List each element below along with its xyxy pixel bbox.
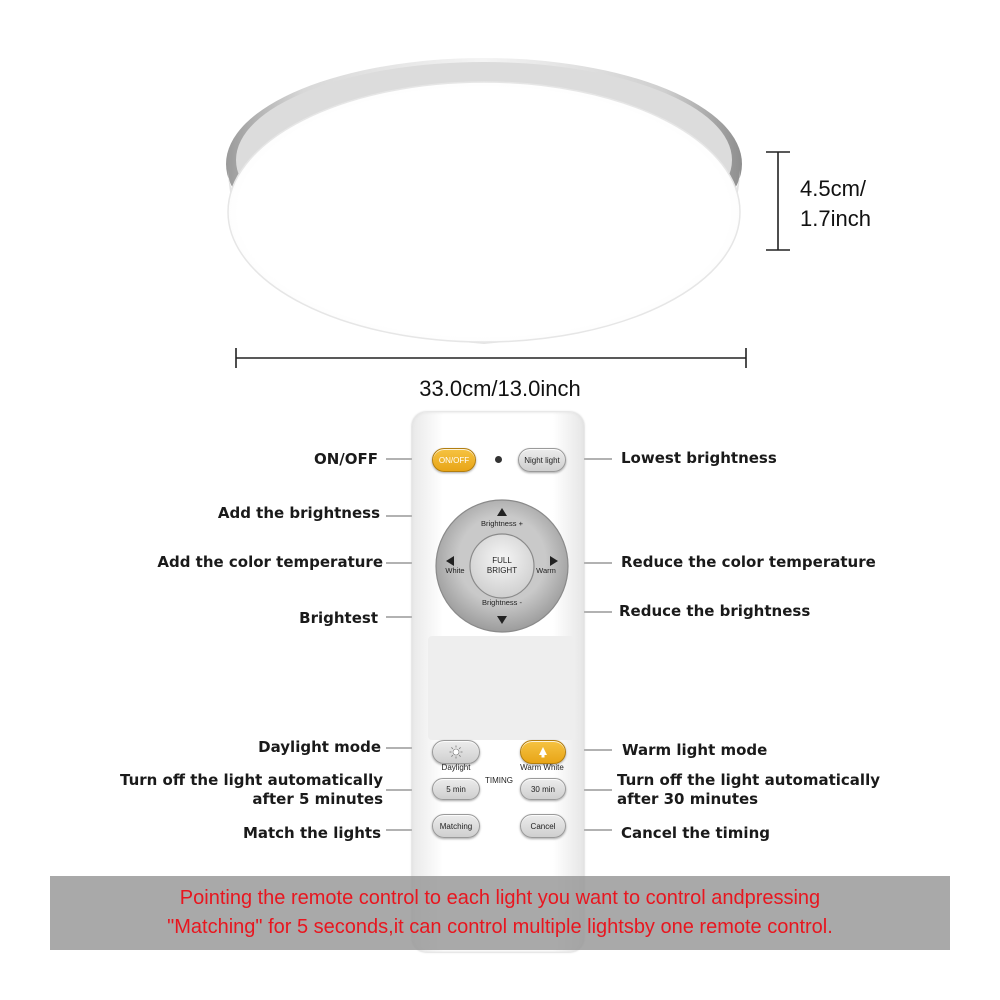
auto-off-5-line1: Turn off the light automatically [120,771,383,789]
on-off-button[interactable]: ON/OFF [432,448,476,472]
banner-line1: Pointing the remote control to each light you want to control andpressing [179,887,821,909]
indicator-led [495,456,502,463]
callout-auto-off-5 [120,771,383,809]
sun-icon [449,745,463,759]
remote-label-panel [428,636,574,740]
auto-off-30-line1: Turn off the light automatically [617,771,880,789]
callout-daylight-mode: Daylight mode [258,738,381,756]
brightness-down-label: Brightness - [481,598,523,607]
ceiling-light-image [222,52,746,348]
height-dimension-label [800,174,871,234]
callout-lowest-brightness: Lowest brightness [621,449,777,467]
timing-label: TIMING [485,776,513,785]
thirty-min-button[interactable]: 30 min [520,778,566,800]
width-dimension-label: 33.0cm/13.0inch [419,376,581,401]
callout-warm-light-mode: Warm light mode [622,741,768,759]
full-label: FULL [492,556,512,565]
bright-label: BRIGHT [486,566,518,575]
callout-reduce-brightness: Reduce the brightness [619,602,811,620]
daylight-button[interactable] [432,740,480,764]
height-cm: 4.5cm/ [800,176,867,201]
auto-off-5-line2: after 5 minutes [252,790,383,808]
matching-button[interactable]: Matching [432,814,480,838]
direction-pad[interactable] [434,498,570,634]
callout-auto-off-30 [617,771,880,809]
warm-white-label: Warm White [520,763,564,772]
callout-brightest: Brightest [299,609,378,627]
warm-label: Warm [536,566,556,575]
cancel-button[interactable]: Cancel [520,814,566,838]
callout-cancel-timing: Cancel the timing [621,824,770,842]
callout-add-color-temp: Add the color temperature [157,553,383,571]
info-banner-text [50,884,950,942]
callout-reduce-color-temp: Reduce the color temperature [621,553,876,571]
brightness-up-label: Brightness + [481,519,523,528]
callout-match-lights: Match the lights [242,824,381,842]
five-min-button[interactable]: 5 min [432,778,480,800]
warm-light-icon [536,745,550,759]
banner-line2: "Matching" for 5 seconds,it can control multiple lightsby one remote control. [167,916,833,938]
callout-on-off: ON/OFF [313,450,378,468]
height-inch: 1.7inch [800,206,871,231]
auto-off-30-line2: after 30 minutes [617,790,759,808]
callout-add-brightness: Add the brightness [217,504,380,522]
daylight-label: Daylight [441,763,471,772]
white-label: White [445,566,465,575]
warm-white-button[interactable] [520,740,566,764]
night-light-button[interactable]: Night light [518,448,566,472]
